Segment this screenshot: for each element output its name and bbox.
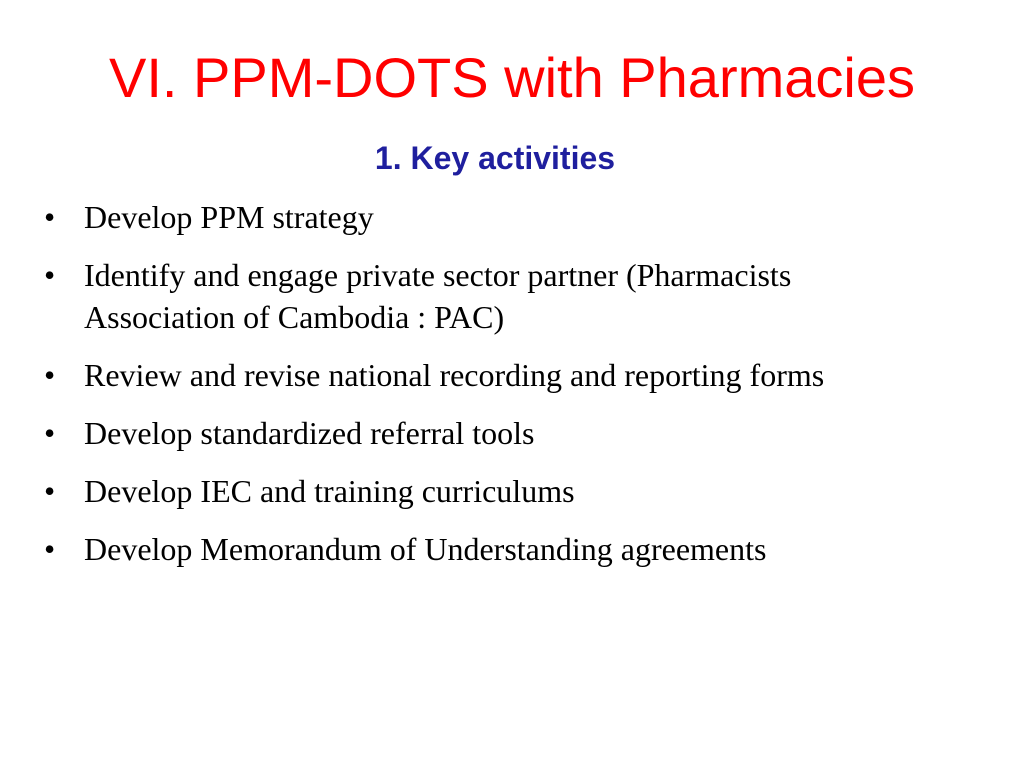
bullet-dot-icon: •: [44, 257, 56, 293]
bullet-text: Develop standardized referral tools: [84, 415, 535, 451]
bullet-item: [44, 528, 944, 570]
slide-title: VI. PPM-DOTS with Pharmacies: [109, 46, 915, 109]
bullet-item: [44, 196, 944, 238]
bullet-text: Develop PPM strategy: [84, 199, 374, 235]
bullet-dot-icon: •: [44, 415, 56, 451]
bullet-list: [44, 196, 944, 586]
bullet-dot-icon: •: [44, 531, 56, 567]
bullet-text: Develop IEC and training curriculums: [84, 473, 575, 509]
bullet-text: Review and revise national recording and reporting forms: [84, 357, 825, 393]
bullet-item: [44, 354, 944, 396]
slide-subtitle: 1. Key activities: [374, 140, 616, 176]
bullet-item: [44, 254, 944, 338]
bullet-dot-icon: •: [44, 473, 56, 509]
bullet-dot-icon: •: [44, 199, 56, 235]
bullet-text: Develop Memorandum of Understanding agreements: [84, 531, 767, 567]
bullet-item: [44, 470, 944, 512]
bullet-dot-icon: •: [44, 357, 56, 393]
bullet-item: [44, 412, 944, 454]
bullet-text: Identify and engage private sector partner (Pharmacists Association of Cambodia : PAC): [84, 257, 792, 335]
